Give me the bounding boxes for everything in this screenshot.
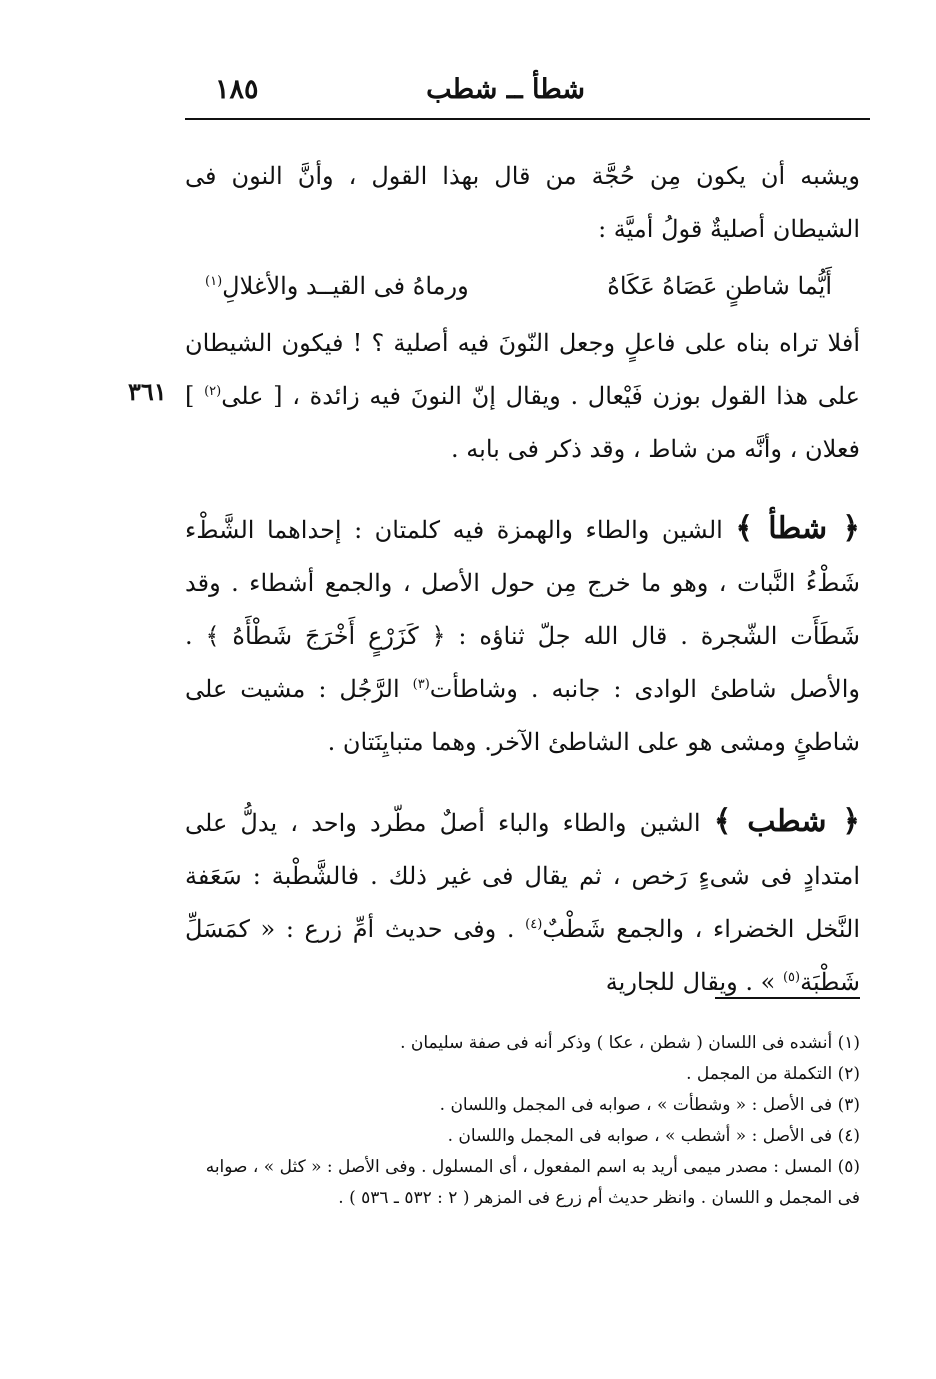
verse-second-hemistich-wrap [205,260,469,313]
footnote-1: (١) أنشده فى اللسان ( شطن ، عكا ) وذكر أنه فى صفة سليمان . [400,1033,860,1053]
entry-shata-text-a: الشين والطاء والهمزة فيه كلمتان : إحداهما الشَّطْء شَطْءُ النَّبات ، وهو ما خرج مِن حول الأصل ، والجمع أشطاء . وقد شَطَأَت الشّجرة . قال الله جلّ ثناؤه : ﴿ كَزَرْعٍ أَخْرَجَ شَطْأَهُ ﴾ . والأصل شاطئ الوادى : جانبه . وشاطأت [185,516,860,703]
entry-shatab [185,795,860,1009]
footnotes [175,1028,860,1214]
paragraph-2-text-a: أفلا تراه بناه على فاعلٍ وجعل النّونَ فيه أصلية ؟ ! فيكون الشيطان على هذا القول بوزن فَيْعال . ويقال إنّ النونَ فيه زائدة ، [ على [185,329,861,410]
footnote-marker-1: (١) [205,274,223,289]
footnote-4: (٤) فى الأصل : « أشطب » ، صوابه فى المجمل واللسان . [447,1126,860,1146]
paragraph-1: ويشبه أن يكون مِن حُجَّة من قال بهذا القول ، وأنَّ النون فى الشيطان أصليةٌ قولُ أميَّة : [185,162,860,243]
entry-shatab-text-a: الشين والطاء والباء أصلٌ مطّرد واحد ، يدلُّ على امتدادٍ فى شىءٍ رَخص ، ثم يقال فى غير ذلك . فالشَّطْبة : سَعَفة النَّخل الخضراء ، والجمع شَطْبٌ [185,809,860,943]
entry-shata [185,502,860,769]
header-rule [185,118,870,120]
main-text [185,150,860,1009]
entry-headword-shata: ﴿ شطأ ﴾ [735,511,861,546]
paragraph-2 [185,317,860,476]
footnote-marker-4: (٤) [525,917,543,932]
verse-first-hemistich: أَيُّما شاطنٍ عَصَاهُ عَكَاهُ [607,272,832,300]
footnote-5-continued: فى المجمل و اللسان . وانظر حديث أم زرع فى المزهر ( ٢ : ٥٣٢ ـ ٥٣٦ ) . [338,1188,860,1208]
verse-second-hemistich: ورماهُ فى القيــد والأغلالِ [222,272,469,300]
footnote-marker-3: (٣) [412,677,430,692]
running-title: شطأ ــ شطب [426,74,585,105]
entry-headword-shatab: ﴿ شطب ﴾ [713,804,861,839]
entry-shata-text-b: الرَّجُل : مشيت على شاطئٍ ومشى هو على الشاطئ الآخر. وهما متبايِنَتان . [185,675,860,756]
footnote-5: (٥) المسل : مصدر ميمى أريد به اسم المفعول ، أى المسلول . وفى الأصل : « كثل » ، صوابه [205,1157,860,1177]
paragraph-2-text-b: ] فعلان ، وأنَّه من شاط ، وقد ذكر فى بابه . [185,382,860,463]
footnote-separator [715,997,860,999]
footnote-marker-5: (٥) [782,970,801,985]
footnote-3: (٣) فى الأصل : « وشطأت » ، صوابه فى المجمل واللسان . [439,1095,860,1115]
footnote-marker-2: (٢) [204,384,222,399]
poetry-verse [185,260,860,313]
footnote-2: (٢) التكملة من المجمل . [686,1064,860,1084]
margin-reference-number: ٣٦١ [128,377,167,406]
entry-shatab-text-c: » . ويقال للجارية [605,968,783,996]
entry-shatab-text-b: . وفى حديث أمِّ زرع : « كمَسَلِّ شَطْبَة [185,915,860,996]
page-header [185,70,870,118]
page-number: ١٨٥ [215,74,259,105]
